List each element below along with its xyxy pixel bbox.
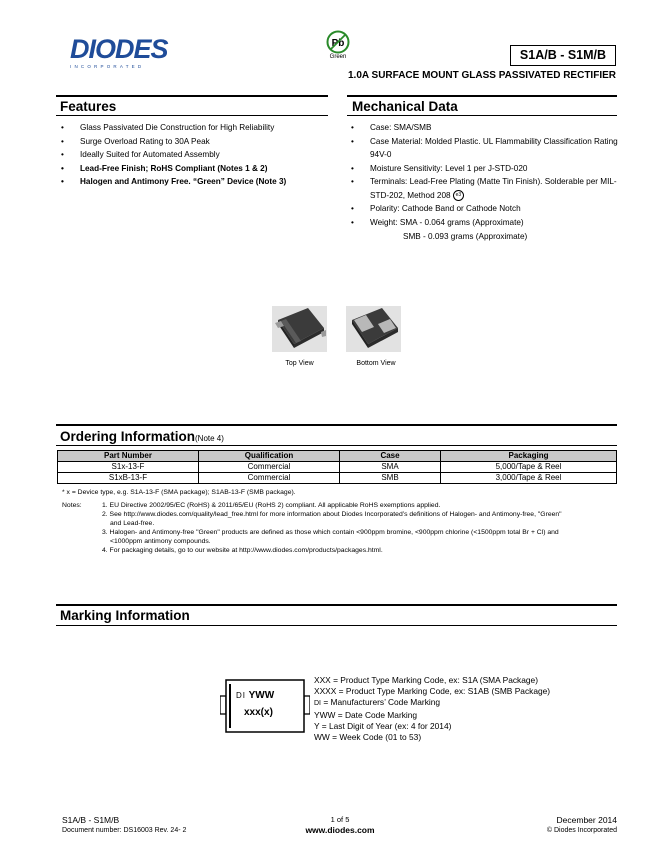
- note-item: 1. EU Directive 2002/95/EC (RoHS) & 2011/65/EU (RoHS 2) compliant. All applicable RoHS exemptions applied.: [102, 502, 441, 509]
- note-item: <1000ppm antimony compounds.: [110, 538, 211, 545]
- mechanical-list: [346, 121, 618, 229]
- part-range-box: S1A/B - S1M/B: [510, 45, 616, 66]
- mech-item: • Polarity: Cathode Band or Cathode Notch: [346, 202, 618, 216]
- table-cell: S1x-13-F: [58, 462, 199, 473]
- feature-item: • Surge Overload Rating to 30A Peak: [56, 135, 331, 149]
- table-cell: 3,000/Tape & Reel: [441, 473, 617, 484]
- mech-item: • Case: SMA/SMB: [346, 121, 618, 135]
- ordering-title: Ordering Information: [60, 429, 195, 444]
- ordering-bottom-rule: [56, 445, 617, 446]
- marking-bottom-rule: [56, 625, 617, 626]
- note-item: 2. See http://www.diodes.com/quality/lead_free.html for more information about Diodes Incorporated’s definitions of Halogen- and Antimony-free, "Green": [102, 511, 562, 518]
- marking-legend: [314, 675, 614, 743]
- feature-item: • Lead-Free Finish; RoHS Compliant (Notes 1 & 2): [56, 162, 331, 176]
- mechanical-title: Mechanical Data: [352, 99, 458, 114]
- ordering-top-rule: [56, 424, 617, 426]
- green-label: Green: [329, 54, 347, 60]
- footer-website[interactable]: www.diodes.com: [305, 825, 375, 835]
- diodes-logo: [70, 36, 185, 70]
- footer-doc-number: Document number: DS16003 Rev. 24- 2: [62, 827, 187, 834]
- mfr-logo-icon: DI: [314, 700, 321, 708]
- features-title: Features: [60, 99, 117, 114]
- logo-text: DIODES: [70, 34, 168, 64]
- ordering-footnote: * x = Device type, e.g. S1A-13-F (SMA package); S1AB-13-F (SMB package).: [62, 489, 296, 496]
- mechanical-top-rule: [347, 95, 617, 97]
- notes-list: [102, 501, 622, 555]
- bottom-view-image: [346, 306, 401, 352]
- weight-smb: SMB - 0.093 grams (Approximate): [403, 232, 528, 241]
- legend-item: WW = Week Code (01 to 53): [314, 732, 422, 743]
- top-view-caption: Top View: [285, 360, 314, 367]
- table-cell: Commercial: [199, 473, 340, 484]
- marking-top-rule: [56, 604, 617, 606]
- note-item: 4. For packaging details, go to our website at http://www.diodes.com/products/packages.html.: [102, 547, 383, 554]
- chip-logo-icon: DI: [236, 691, 246, 700]
- table-row: [58, 462, 617, 473]
- table-cell: SMA: [340, 462, 441, 473]
- col-header: Case: [340, 451, 441, 462]
- table-cell: SMB: [340, 473, 441, 484]
- chip-date-code: YWW: [248, 690, 275, 701]
- feature-item: • Glass Passivated Die Construction for High Reliability: [56, 121, 331, 135]
- green-pb-free-icon: [323, 30, 353, 66]
- legend-item: Y = Last Digit of Year (ex: 4 for 2014): [314, 720, 452, 731]
- legend-item-text: = Manufacturers’ Code Marking: [323, 697, 441, 708]
- top-view-image: [272, 306, 327, 352]
- notes-label: Notes:: [62, 502, 82, 509]
- table-cell: S1xB-13-F: [58, 473, 199, 484]
- table-header-row: [58, 451, 617, 462]
- footer-copyright: © Diodes Incorporated: [546, 827, 617, 834]
- col-header: Packaging: [441, 451, 617, 462]
- pb-symbol: Pb: [331, 38, 345, 49]
- col-header: Part Number: [58, 451, 199, 462]
- legend-item: [314, 697, 614, 709]
- ordering-note-ref: (Note 4): [195, 434, 224, 443]
- legend-item: YWW = Date Code Marking: [314, 709, 418, 720]
- col-header: Qualification: [199, 451, 340, 462]
- ordering-table: [57, 450, 617, 484]
- legend-item: XXX = Product Type Marking Code, ex: S1A (SMA Package): [314, 675, 538, 685]
- legend-item: XXXX = Product Type Marking Code, ex: S1AB (SMB Package): [314, 686, 551, 697]
- marking-chip-diagram: [220, 676, 310, 736]
- mech-item: • Moisture Sensitivity: Level 1 per J-STD-020: [346, 162, 618, 176]
- mechanical-bottom-rule: [347, 115, 617, 116]
- logo-subtext: INCORPORATED: [70, 64, 145, 69]
- features-bottom-rule: [56, 115, 328, 116]
- bottom-view-caption: Bottom View: [356, 360, 396, 367]
- mech-item-text: Terminals: Lead-Free Plating (Matte Tin Finish). Solderable per MIL-STD-202, Method 208: [370, 177, 617, 200]
- marking-title: Marking Information: [60, 608, 190, 623]
- chip-line1: [236, 690, 274, 701]
- note-item: 3. Halogen- and Antimony-free "Green" products are defined as those which contain <900ppm bromine, <900ppm chlorine (<1500ppm total Br + Cl) and: [102, 529, 559, 536]
- mech-item: • Weight: SMA - 0.064 grams (Approximate): [346, 216, 618, 230]
- chip-line2: xxx(x): [244, 707, 273, 718]
- e3-icon: e3: [453, 190, 464, 201]
- table-row: [58, 473, 617, 484]
- mech-item: [346, 175, 618, 202]
- document-subtitle: 1.0A SURFACE MOUNT GLASS PASSIVATED RECTIFIER: [348, 70, 616, 81]
- table-cell: 5,000/Tape & Reel: [441, 462, 617, 473]
- ordering-title-row: [60, 428, 224, 446]
- table-cell: Commercial: [199, 462, 340, 473]
- feature-item: • Ideally Suited for Automated Assembly: [56, 148, 331, 162]
- features-top-rule: [56, 95, 328, 97]
- footer-date: December 2014: [556, 815, 617, 825]
- features-list: [56, 121, 331, 189]
- footer-part: S1A/B - S1M/B: [62, 815, 120, 825]
- feature-item: • Halogen and Antimony Free. “Green” Device (Note 3): [56, 175, 331, 189]
- mech-item: • Case Material: Molded Plastic. UL Flammability Classification Rating 94V-0: [346, 135, 618, 162]
- note-item: and Lead-free.: [110, 520, 155, 527]
- footer-page: 1 of 5: [330, 815, 350, 824]
